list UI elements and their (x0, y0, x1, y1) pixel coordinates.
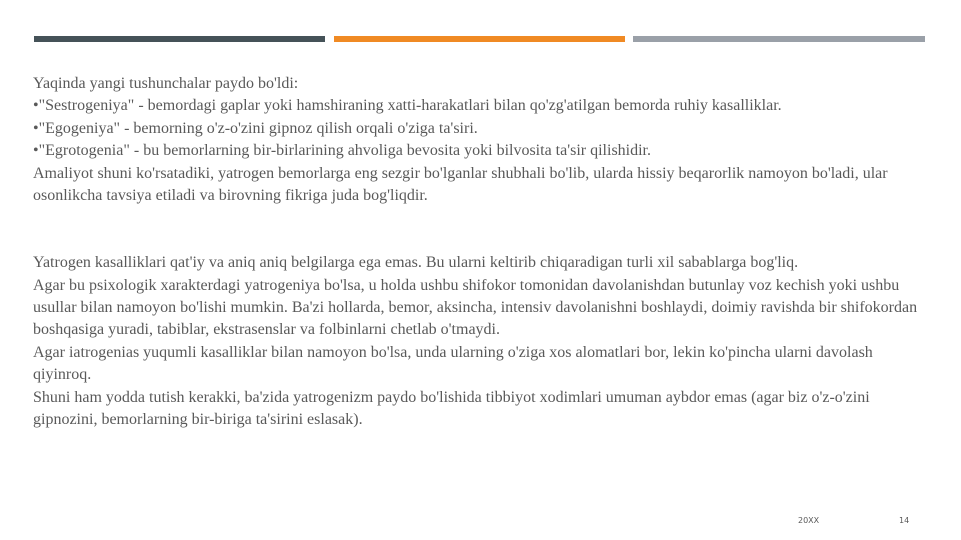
practice-paragraph: Amaliyot shuni ko'rsatadiki, yatrogen bemorlarga eng sezgir bo'lganlar shubhali bo'lib, ularda hissiy beqarorlik namoyon bo'ladi, ular osonlikcha tavsiya etiladi va birovning fikriga juda bog'liqdir. (33, 164, 888, 205)
bullet-egogeniya: •"Egogeniya" - bemorning o'z-o'zini gipnoz qilish orqali o'ziga ta'siri. (33, 119, 478, 137)
intro-line: Yaqinda yangi tushunchalar paydo bo'ldi: (33, 75, 299, 92)
slide-body (33, 73, 923, 431)
paragraph-psychological: Agar bu psixologik xarakterdagi yatrogeniya bo'lsa, u holda ushbu shifokor tomonidan davolanishdan butunlay voz kechish yoki ushbu usullar bilan namoyon bo'lishi mumkin. Ba'zi hollarda, bemor, aksincha, intensiv davolanishni boshlaydi, doimiy ravishda bir shifokordan boshqasiga yuradi, tabiblar, ekstrasenslar va folbinlarni chetlab o'tmaydi. (33, 276, 918, 339)
footer-date: 20XX (798, 516, 820, 525)
slide-number: 14 (899, 516, 910, 525)
paragraph-symptoms: Yatrogen kasalliklari qat'iy va aniq aniq belgilarga ega emas. Bu ularni keltirib chiqaradigan turli xil sabablarga bog'liq. (33, 254, 799, 272)
bullet-egrotogenia: •"Egrotogenia" - bu bemorlarning bir-birlarining ahvoliga bevosita yoki bilvosita ta'sir qilishidir. (33, 142, 651, 160)
header-bar-gray (633, 36, 925, 42)
header-bar-orange (334, 36, 625, 42)
paragraph-note: Shuni ham yodda tutish kerakki, ba'zida yatrogenizm paydo bo'lishida tibbiyot xodimlari umuman aybdor emas (agar biz o'z-o'zini gipnozini, bemorlarning bir-biriga ta'sirini eslasak). (33, 388, 870, 429)
bullet-sestrogeniya: •"Sestrogeniya" - bemordagi gaplar yoki hamshiraning xatti-harakatlari bilan qo'zg'atilgan bemorda ruhiy kasalliklar. (33, 97, 782, 115)
paragraph-infectious: Agar iatrogenias yuqumli kasalliklar bilan namoyon bo'lsa, unda ularning o'ziga xos alomatlari bor, lekin ko'pincha ularni davolash qiyinroq. (33, 343, 873, 384)
header-bar-dark (34, 36, 325, 42)
spacer (33, 207, 923, 252)
